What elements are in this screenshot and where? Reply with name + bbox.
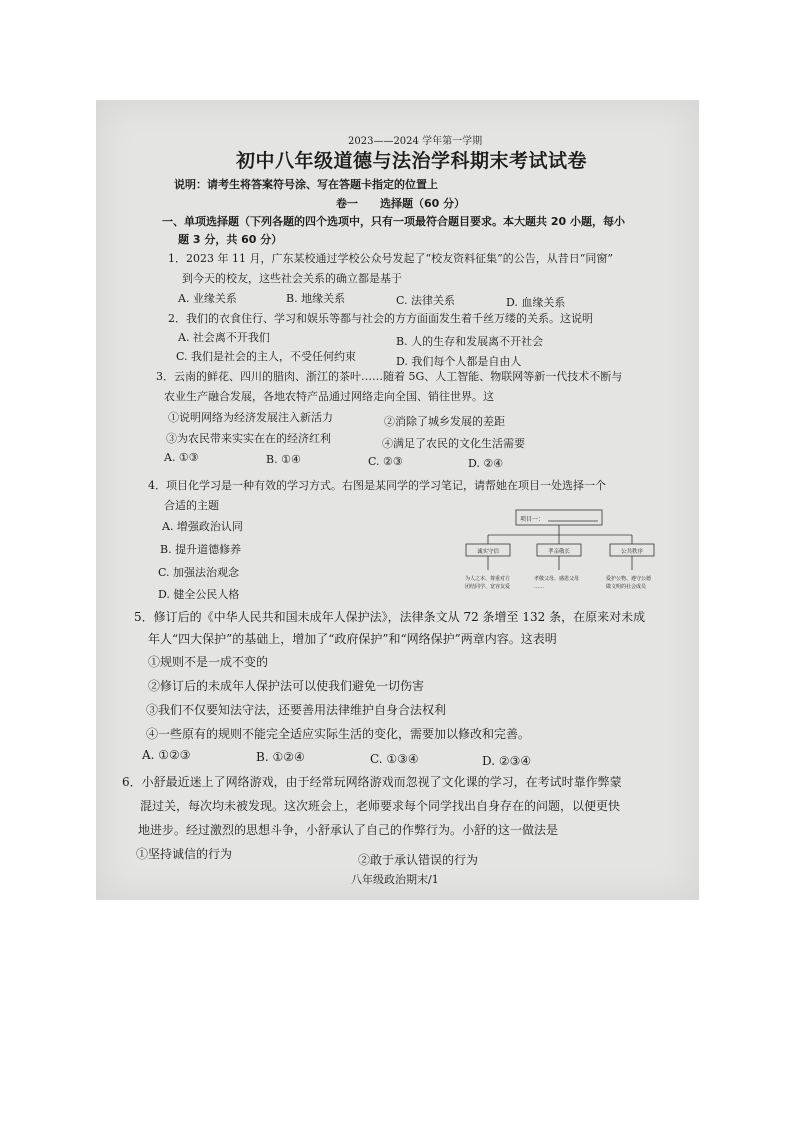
question-5-statement-4: ④一些原有的规则不能完全适应实际生活的变化，需要加以修改和完善。 — [146, 727, 531, 741]
question-3-stem-line1: 3．云南的鲜花、四川的腊肉、浙江的茶叶……随着 5G、人工智能、物联网等新一代技术不断与 — [156, 370, 623, 383]
question-1-stem-line1: 1．2023 年 11 月，广东某校通过学校公众号发起了“校友资料征集”的公告，从昔日“同窗” — [168, 252, 613, 265]
question-2-stem: 2．我们的衣食住行、学习和娱乐等都与社会的方方面面发生着千丝万缕的关系。这说明 — [168, 312, 593, 325]
diagram-leaf-3-line1: 爱护公物、遵守公德 — [606, 576, 652, 582]
diagram-leaf-1-line1: 为人之本、尊重对方 — [465, 576, 511, 582]
diagram-node-3-label: 公共秩序 — [620, 549, 644, 555]
question-5-statement-1: ①规则不是一成不变的 — [148, 655, 269, 669]
question-5-statement-2: ②修订后的未成年人保护法可以使我们避免一切伤害 — [148, 679, 425, 693]
question-4-option-d: D. 健全公民人格 — [158, 588, 240, 601]
question-5-option-b: B. ①②④ — [256, 750, 305, 764]
section-heading-line1: 一、单项选择题（下列各题的四个选项中，只有一项最符合题目要求。本大题共 20 小题，每小 — [162, 215, 625, 228]
school-year: 2023——2024 学年第一学期 — [348, 136, 483, 147]
question-5-statement-3: ③我们不仅要知法守法，还要善用法律维护自身合法权利 — [146, 703, 447, 717]
study-notes-diagram — [464, 508, 674, 608]
question-5-option-d: D. ②③④ — [482, 754, 532, 768]
question-2-option-c: C. 我们是社会的主人，不受任何约束 — [176, 350, 357, 363]
volume-heading: 卷一 选择题（60 分） — [336, 197, 466, 210]
diagram-leaf-1-line2: 团结同学、宽容友爱 — [465, 584, 511, 590]
question-3-option-d: D. ②④ — [468, 457, 504, 470]
diagram-node-2-label: 孝亲敬长 — [547, 549, 571, 555]
diagram-leaf-2-line2: …… — [534, 584, 544, 590]
exam-instruction: 说明：请考生将答案符号涂、写在答题卡指定的位置上 — [174, 178, 438, 191]
question-6-statement-2: ②敢于承认错误的行为 — [358, 853, 479, 867]
question-3-statement-3: ③为农民带来实实在在的经济红利 — [166, 432, 331, 445]
question-5-stem-line1: 5．修订后的《中华人民共和国未成年人保护法》，法律条文从 72 条增至 132 条，在原来对未成 — [134, 610, 646, 624]
diagram-leaf-2-line1: 孝敬父母、感恩父母 — [534, 576, 580, 582]
question-5-option-c: C. ①③④ — [370, 752, 419, 766]
diagram-leaf-3-line2: 做文明的社会成员 — [606, 584, 647, 590]
question-3-option-a: A. ①③ — [164, 451, 199, 464]
question-3-stem-line2: 农业生产融合发展，各地农特产品通过网络走向全国、销往世界。这 — [164, 390, 494, 403]
exam-sheet — [96, 100, 699, 900]
question-3-option-c: C. ②③ — [368, 455, 403, 468]
question-1-stem-line2: 到今天的校友，这些社会关系的确立都是基于 — [182, 272, 402, 285]
question-5-stem-line2: 年人“四大保护”的基础上，增加了“政府保护”和“网络保护”两章内容。这表明 — [148, 632, 557, 646]
page-footer: 八年级政治期末/1 — [351, 873, 439, 886]
question-2-option-d: D. 我们每个人都是自由人 — [396, 355, 522, 368]
question-3-option-b: B. ①④ — [266, 453, 301, 466]
question-2-option-a: A. 社会离不开我们 — [178, 331, 270, 344]
diagram-node-1-label: 诚实守信 — [476, 549, 500, 555]
section-heading-line2: 题 3 分，共 60 分） — [178, 233, 283, 246]
question-6-statement-1: ①坚持诚信的行为 — [136, 847, 233, 861]
diagram-root-label: 项目一： — [520, 516, 545, 523]
question-4-stem-line1: 4．项目化学习是一种有效的学习方式。右图是某同学的学习笔记，请帮她在项目一处选择一个 — [148, 479, 606, 492]
question-1-option-d: D. 血缘关系 — [506, 296, 566, 309]
question-1-option-b: B. 地缘关系 — [286, 292, 346, 305]
question-4-option-a: A. 增强政治认同 — [162, 520, 243, 533]
question-2-option-b: B. 人的生存和发展离不开社会 — [396, 335, 544, 348]
question-5-option-a: A. ①②③ — [142, 748, 191, 762]
exam-title: 初中八年级道德与法治学科期末考试试卷 — [236, 150, 588, 172]
question-3-statement-4: ④满足了农民的文化生活需要 — [382, 437, 525, 450]
question-3-statement-1: ①说明网络为经济发展注入新活力 — [168, 411, 333, 424]
question-4-option-c: C. 加强法治观念 — [158, 566, 240, 579]
question-6-stem-line2: 混过关，每次均未被发现。这次班会上，老师要求每个同学找出自身存在的问题，以便更快 — [140, 799, 621, 813]
question-1-option-c: C. 法律关系 — [396, 294, 456, 307]
question-4-option-b: B. 提升道德修养 — [160, 543, 242, 556]
question-1-option-a: A. 业缘关系 — [178, 292, 237, 305]
question-6-stem-line3: 地进步。经过激烈的思想斗争，小舒承认了自己的作弊行为。小舒的这一做法是 — [138, 823, 559, 837]
question-3-statement-2: ②消除了城乡发展的差距 — [384, 415, 505, 428]
question-4-stem-line2: 合适的主题 — [164, 499, 219, 512]
question-6-stem-line1: 6．小舒最近迷上了网络游戏，由于经常玩网络游戏而忽视了文化课的学习，在考试时靠作弊蒙 — [122, 775, 622, 789]
